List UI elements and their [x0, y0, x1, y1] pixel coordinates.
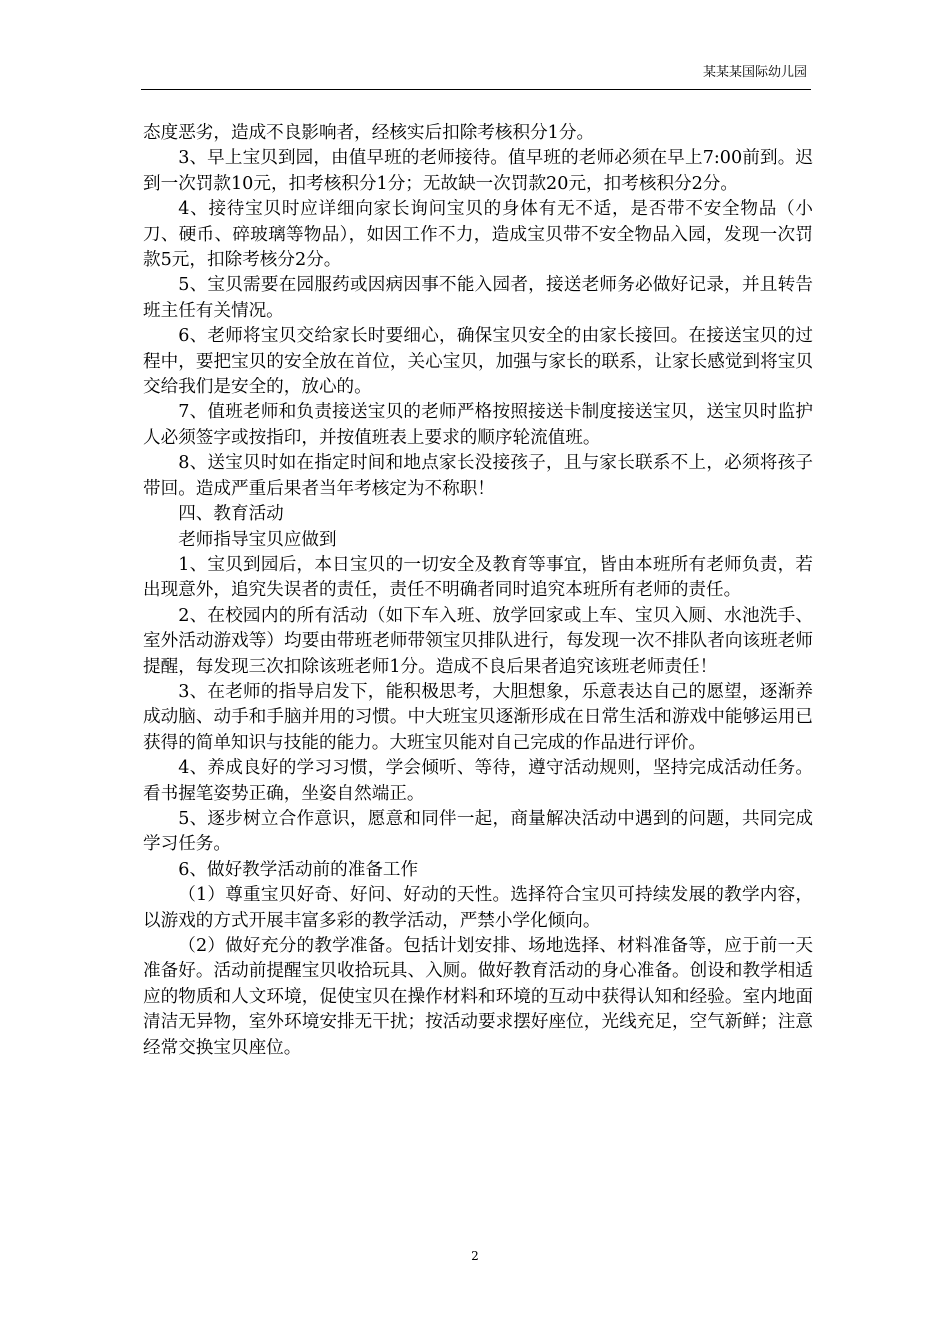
paragraph-edu-6: 6、做好教学活动前的准备工作	[178, 859, 419, 880]
paragraph-edu-2: 2、在校园内的所有活动（如下车入班、放学回家或上车、宝贝入厕、水池洗手、室外活动游戏等）均要由带班老师带领宝贝排队进行，每发现一次不排队者向该班老师提醒，每发现三次扣除该班老师1分。造成不良后果者追究该班老师责任！	[143, 605, 813, 677]
paragraph-edu-4: 4、养成良好的学习习惯，学会倾听、等待，遵守活动规则，坚持完成活动任务。看书握笔姿势正确，坐姿自然端正。	[143, 758, 813, 804]
paragraph-item-6: 6、老师将宝贝交给家长时要细心，确保宝贝安全的由家长接回。在接送宝贝的过程中，要把宝贝的安全放在首位，关心宝贝，加强与家长的联系，让家长感觉到将宝贝交给我们是安全的，放心的。	[143, 326, 813, 398]
paragraph-edu-3: 3、在老师的指导启发下，能积极思考，大胆想象，乐意表达自己的愿望，逐渐养成动脑、动手和手脑并用的习惯。中大班宝贝逐渐形成在日常生活和游戏中能够运用已获得的简单知识与技能的能力。大班宝贝能对自己完成的作品进行评价。	[143, 681, 813, 753]
paragraph-edu-5: 5、逐步树立合作意识，愿意和同伴一起，商量解决活动中遇到的问题，共同完成学习任务。	[143, 808, 813, 855]
document-body	[143, 121, 813, 1061]
page-number: 2	[471, 1249, 479, 1263]
paragraph-edu-6-sub-2: （2）做好充分的教学准备。包括计划安排、场地选择、材料准备等，应于前一天准备好。活动前提醒宝贝收拾玩具、入厕。做好教育活动的身心准备。创设和教学相适应的物质和人文环境，促使宝贝在操作材料和环境的互动中获得认知和经验。室内地面清洁无异物，室外环境安排无干扰；按活动要求摆好座位，光线充足，空气新鲜；注意经常交换宝贝座位。	[143, 936, 813, 1058]
page-header-org-name: 某某某国际幼儿园	[702, 65, 807, 80]
paragraph-item-5: 5、宝贝需要在园服药或因病因事不能入园者，接送老师务必做好记录，并且转告班主任有关情况。	[143, 275, 813, 321]
subheading-teacher-guidance: 老师指导宝贝应做到	[178, 529, 337, 550]
paragraph-item-8: 8、送宝贝时如在指定时间和地点家长没接孩子，且与家长联系不上，必须将孩子带回。造成严重后果者当年考核定为不称职！	[143, 453, 813, 499]
paragraph-continuation: 态度恶劣，造成不良影响者，经核实后扣除考核积分1分。	[143, 123, 595, 143]
section-heading-education: 四、教育活动	[178, 504, 284, 525]
header-divider	[141, 89, 811, 90]
paragraph-edu-6-sub-1: （1）尊重宝贝好奇、好问、好动的天性。选择符合宝贝可持续发展的教学内容，以游戏的方式开展丰富多彩的教学活动，严禁小学化倾向。	[143, 885, 813, 931]
paragraph-edu-1: 1、宝贝到园后，本日宝贝的一切安全及教育等事宜，皆由本班所有老师负责，若出现意外，追究失误者的责任，责任不明确者同时追究本班所有老师的责任。	[143, 554, 813, 601]
paragraph-item-3: 3、早上宝贝到园，由值早班的老师接待。值早班的老师必须在早上7:00前到。迟到一次罚款10元，扣考核积分1分；无故缺一次罚款20元，扣考核积分2分。	[143, 148, 813, 194]
paragraph-item-4: 4、接待宝贝时应详细向家长询问宝贝的身体有无不适，是否带不安全物品（小刀、硬币、碎玻璃等物品），如因工作不力，造成宝贝带不安全物品入园，发现一次罚款5元，扣除考核分2分。	[143, 199, 813, 271]
paragraph-item-7: 7、值班老师和负责接送宝贝的老师严格按照接送卡制度接送宝贝，送宝贝时监护人必须签字或按指印，并按值班表上要求的顺序轮流值班。	[143, 402, 813, 448]
